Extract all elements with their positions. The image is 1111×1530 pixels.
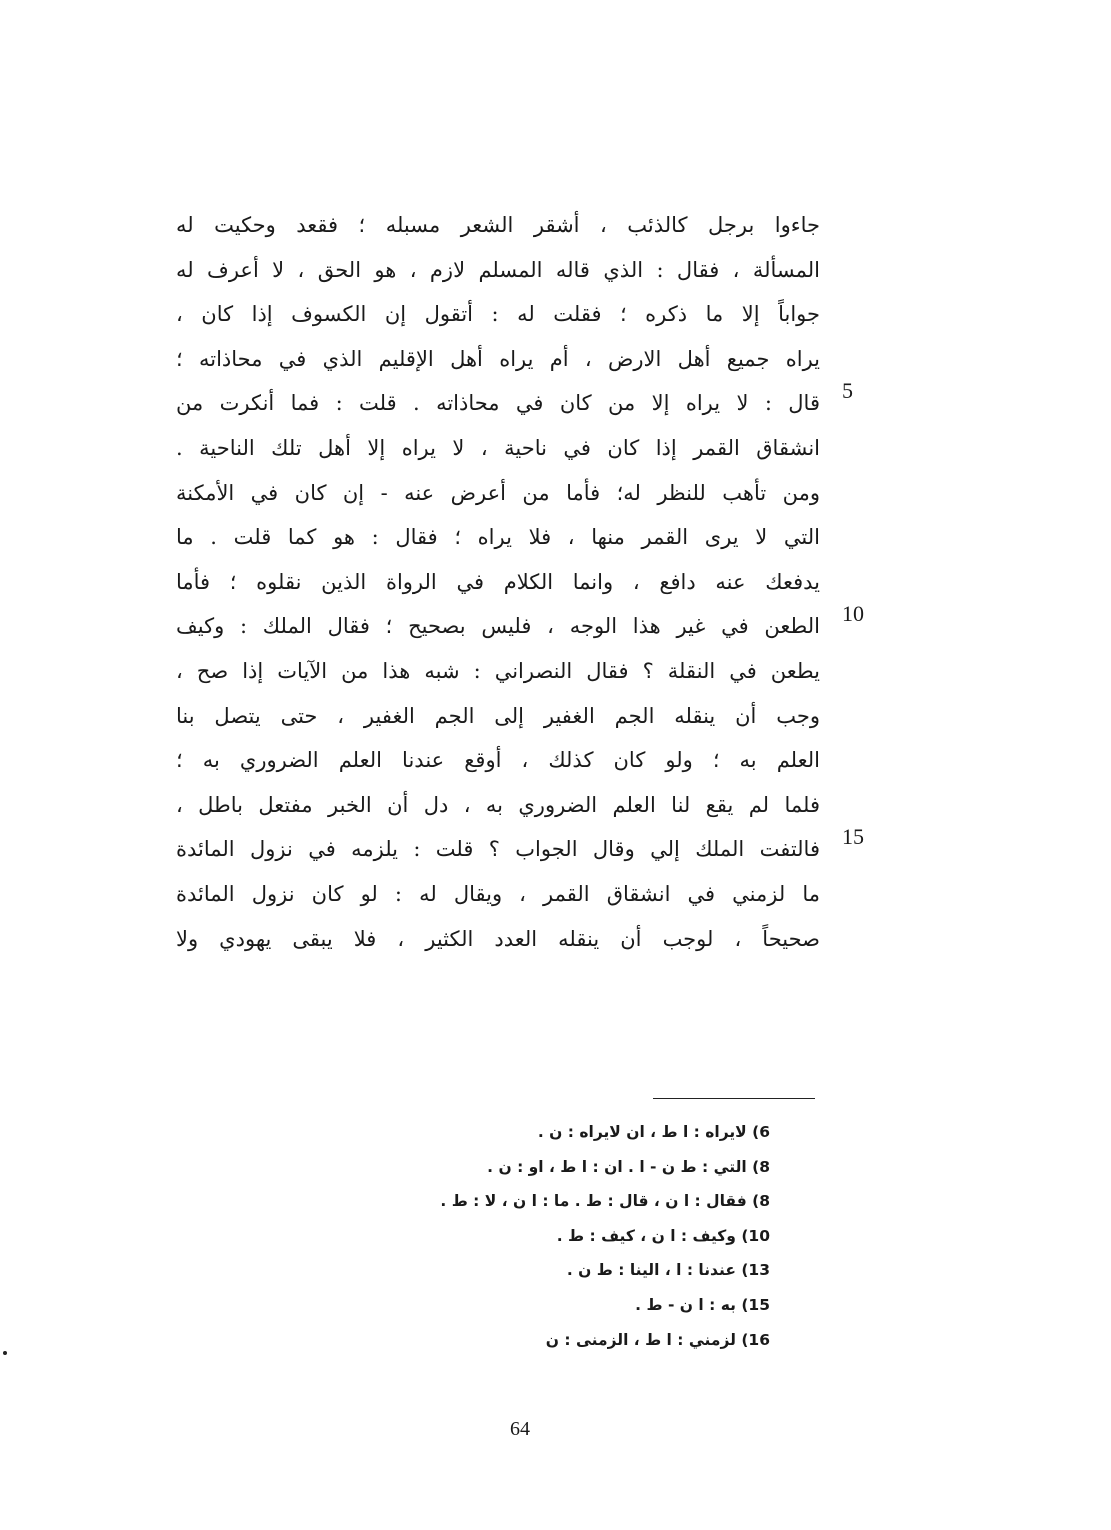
text-line: يدفعك عنه دافع ، وانما الكلام في الرواة الذين نقلوه ؛ فأما	[176, 569, 820, 594]
footnote: 6) لايراه : ا ط ، ان لايراه : ن .	[537, 1123, 770, 1141]
footnote: 13) عندنا : ا ، الينا : ط ن .	[566, 1261, 770, 1280]
text-line: ومن تأهب للنظر له؛ فأما من أعرض عنه - إن كان في الأمكنة	[176, 480, 820, 505]
main-text-block	[176, 203, 820, 961]
text-line: جواباً إلا ما ذكره ؛ فقلت له : أتقول إن الكسوف إذا كان ،	[176, 302, 820, 327]
text-line: التي لا يرى القمر منها ، فلا يراه ؛ فقال : هو كما قلت . ما	[176, 525, 820, 550]
text-line: العلم به ؛ ولو كان كذلك ، أوقع عندنا العلم الضروري به ؛	[176, 748, 820, 773]
footnote-divider	[653, 1098, 815, 1099]
footnote: 16) لزمني : ا ط ، الزمنى : ن	[545, 1330, 770, 1349]
text-line: انشقاق القمر إذا كان في ناحية ، لا يراه إلا أهل تلك الناحية .	[176, 435, 820, 460]
text-line: جاءوا برجل كالذئب ، أشقر الشعر مسبله ؛ فقعد وحكيت له	[176, 213, 820, 237]
scan-speck	[3, 1351, 7, 1355]
footnote: 10) وكيف : ا ن ، كيف : ط .	[556, 1226, 770, 1245]
text-line: قال : لا يراه إلا من كان في محاذاته . قلت : فما أنكرت من	[176, 391, 820, 416]
footnote: 15) به : ا ن - ط .	[635, 1295, 770, 1314]
footnotes-block	[260, 1115, 770, 1357]
footnote: 8) فقال : ا ن ، قال : ط . ما : ا ن ، لا : ط .	[440, 1192, 770, 1211]
text-line: فالتفت الملك إلي وقال الجواب ؟ قلت : يلزمه في نزول المائدة	[176, 837, 820, 862]
footnote: 8) التي : ط ن - ا . ان : ا ط ، او : ن .	[487, 1157, 770, 1176]
page-number: 64	[510, 1418, 530, 1440]
text-line: صحيحاً ، لوجب أن ينقله العدد الكثير ، فلا يبقى يهودي ولا	[176, 926, 820, 951]
line-number-15: 15	[842, 824, 864, 849]
text-line: المسألة ، فقال : الذي قاله المسلم لازم ، هو الحق ، لا أعرف له	[176, 257, 820, 282]
line-number-5: 5	[842, 378, 853, 403]
text-line: الطعن في غير هذا الوجه ، فليس بصحيح ؛ فقال الملك : وكيف	[176, 614, 820, 639]
text-line: ما لزمني في انشقاق القمر ، ويقال له : لو كان نزول المائدة	[176, 881, 820, 906]
text-line: يطعن في النقلة ؟ فقال النصراني : شبه هذا من الآيات إذا صح ،	[176, 658, 820, 683]
line-number-10: 10	[842, 601, 864, 626]
text-line: يراه جميع أهل الارض ، أم يراه أهل الإقليم الذي في محاذاته ؛	[176, 346, 820, 371]
text-line: فلما لم يقع لنا العلم الضروري به ، دل أن الخبر مفتعل باطل ،	[176, 792, 820, 817]
text-line: وجب أن ينقله الجم الغفير إلى الجم الغفير ، حتى يتصل بنا	[176, 703, 820, 728]
